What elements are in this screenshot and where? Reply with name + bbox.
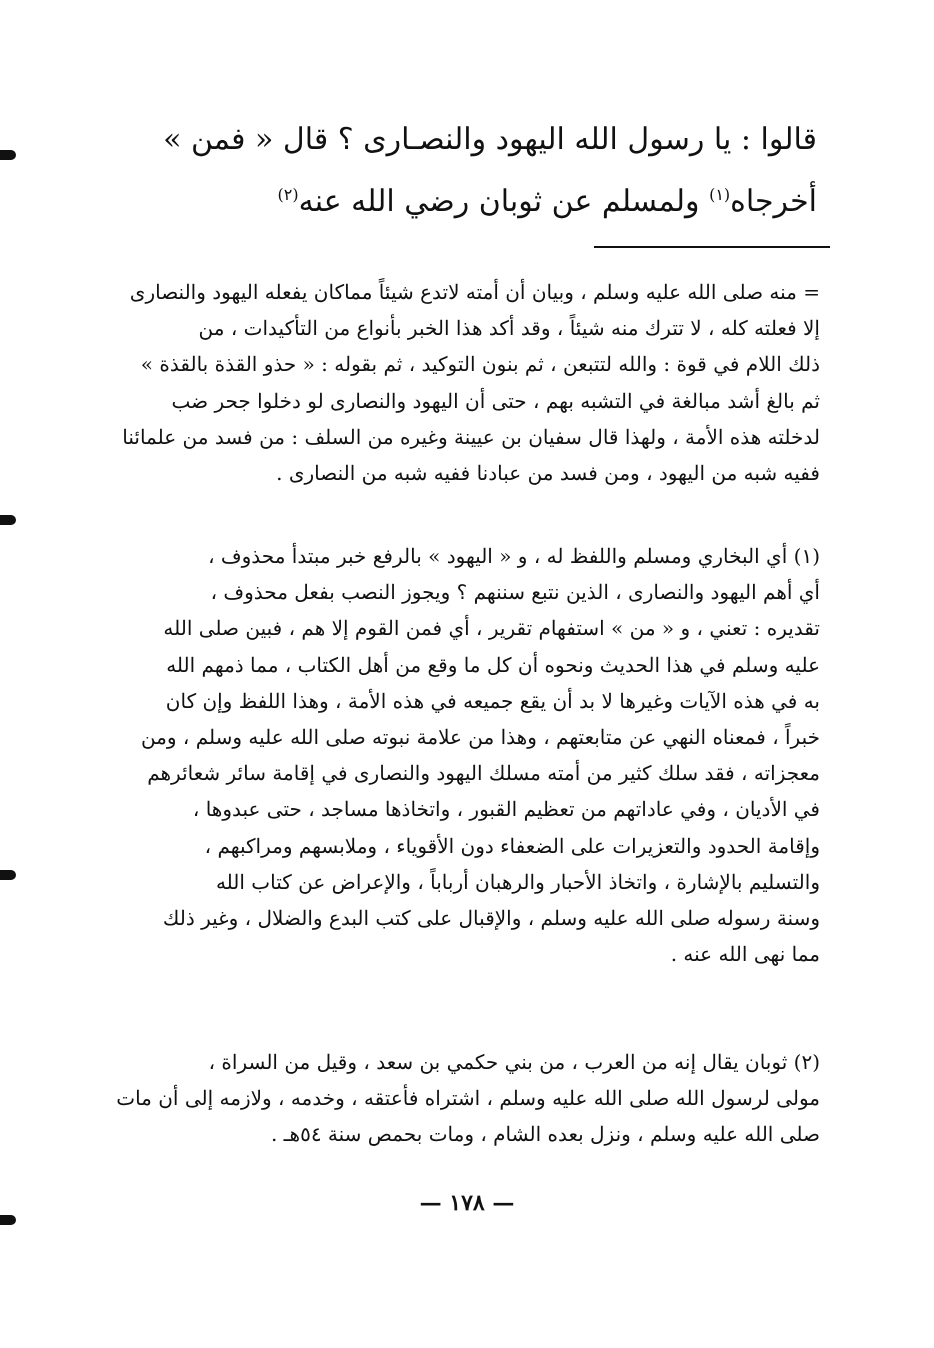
footnote-line: (١) أي البخاري ومسلم واللفظ له ، و « اليهود » بالرفع خبر مبتدأ محذوف ،	[208, 544, 820, 568]
footnote-line: ثم بالغ أشد مبالغة في التشبه بهم ، حتى أن اليهود والنصارى لو دخلوا جحر ضب	[171, 388, 820, 413]
footnote-line: صلى الله عليه وسلم ، ونزل بعده الشام ، ومات بحمص سنة ٥٤هـ .	[270, 1122, 820, 1147]
binding-mark	[0, 870, 16, 880]
footnote-separator	[594, 246, 830, 248]
footnote-line: مما نهى الله عنه .	[670, 942, 820, 967]
binding-mark	[0, 1215, 16, 1225]
footnote-line: ففيه شبه من اليهود ، ومن فسد من عبادنا ففيه شبه من النصارى .	[276, 461, 820, 486]
footnote-line: (٢) ثوبان يقال إنه من العرب ، من بني حكمي بن سعد ، وقيل من السراة ،	[208, 1050, 820, 1074]
footnote-line: وسنة رسوله صلى الله عليه وسلم ، والإقبال على كتب البدع والضلال ، وغير ذلك	[162, 906, 820, 931]
main-line-1: قالوا : يا رسول الله اليهود والنصـارى ؟ قال « فمن »	[163, 122, 817, 157]
footnote-continuation	[92, 274, 820, 491]
binding-mark	[0, 150, 16, 160]
footnote-ref-1: (١)	[709, 185, 731, 204]
footnote-1	[92, 538, 820, 972]
footnote-line: به في هذه الآيات وغيرها لا بد أن يقع جميعه في هذه الأمة ، وهذا اللفظ وإن كان	[165, 688, 820, 713]
footnote-line: عليه وسلم في هذا الحديث ونحوه أن كل ما وقع من أهل الكتاب ، مما ذمهم الله	[166, 652, 820, 677]
page-number: — ١٧٨ —	[419, 1190, 515, 1216]
footnote-line: تقديره : تعني ، و « من » استفهام تقرير ، أي فمن القوم إلا هم ، فبين صلى الله	[163, 616, 820, 641]
binding-mark	[0, 515, 16, 525]
footnote-line: لدخلته هذه الأمة ، ولهذا قال سفيان بن عيينة وغيره من السلف : من فسد من علمائنا	[122, 424, 820, 449]
main-line-2-rest: ولمسلم عن ثوبان رضي الله عنه	[298, 184, 710, 219]
footnote-line: معجزاته ، فقد سلك كثير من أمته مسلك اليهود والنصارى في إقامة سائر شعائرهم	[147, 761, 820, 786]
main-line-2-start: أخرجاه	[730, 184, 817, 219]
footnote-2	[92, 1044, 820, 1153]
footnote-line: والتسليم بالإشارة ، واتخاذ الأحبار والرهبان أرباباً ، والإعراض عن كتاب الله	[215, 869, 820, 894]
footnote-line: أي أهم اليهود والنصارى ، الذين نتبع سننهم ؟ ويجوز النصب بفعل محذوف ،	[210, 580, 820, 605]
footnote-line: إلا فعلته كله ، لا تترك منه شيئاً ، وقد أكد هذا الخبر بأنواع من التأكيدات ، من	[198, 316, 820, 341]
footnote-line: في الأديان ، وفي عاداتهم من تعظيم القبور ، واتخاذها مساجد ، حتى عبدوها ،	[192, 797, 820, 822]
footnote-line: وإقامة الحدود والتعزيرات على الضعفاء دون الأقوياء ، وملابسهم ومراكبهم ،	[204, 833, 820, 858]
footnote-line: مولى لرسول الله صلى الله عليه وسلم ، اشتراه فأعتقه ، وخدمه ، ولازمه إلى أن مات	[116, 1086, 820, 1111]
footnote-ref-2: (٢)	[277, 185, 299, 204]
footnote-line: = منه صلى الله عليه وسلم ، وبيان أن أمته لاتدع شيئاً مماكان يفعله اليهود والنصارى	[129, 280, 820, 304]
main-line-2	[278, 170, 817, 234]
footnote-line: خبراً ، فمعناه النهي عن متابعتهم ، وهذا من علامة نبوته صلى الله عليه وسلم ، ومن	[140, 725, 820, 750]
footnote-line: ذلك اللام في قوة : والله لتتبعن ، ثم بنون التوكيد ، ثم بقوله : « حذو القذة بالقذة »	[140, 352, 820, 377]
